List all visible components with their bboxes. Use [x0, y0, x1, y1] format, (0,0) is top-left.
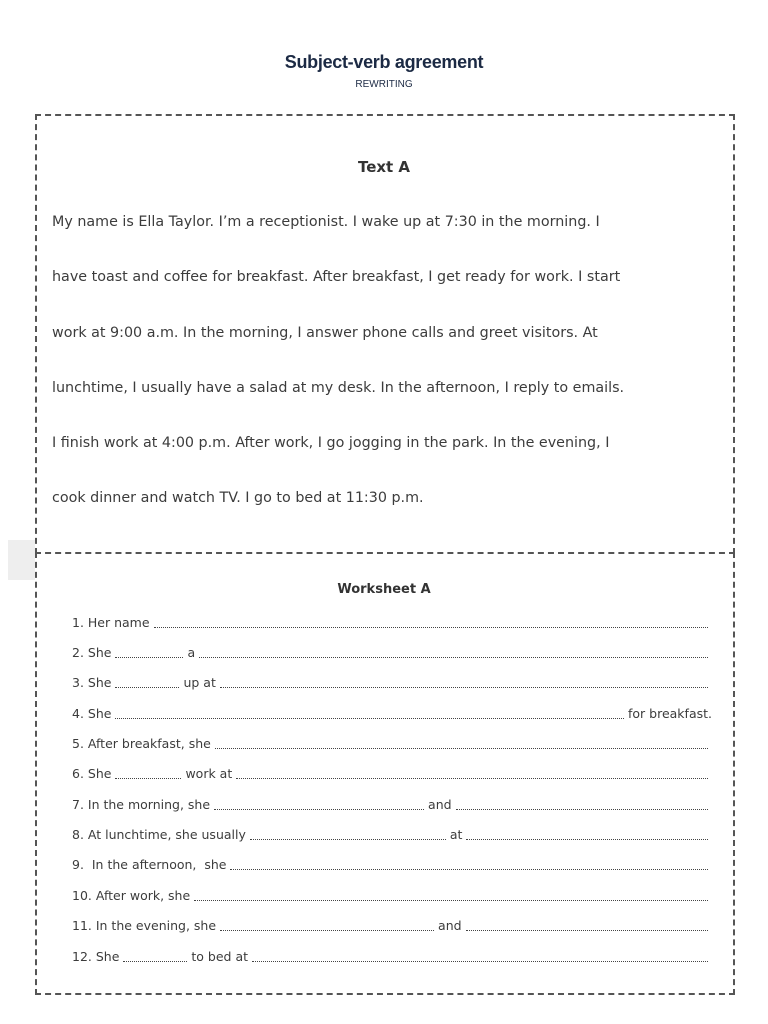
item-text: a	[187, 645, 196, 660]
item-text: 5. After breakfast, she	[72, 736, 211, 751]
worksheet-item	[72, 612, 712, 630]
item-text: 10. After work, she	[72, 888, 191, 903]
worksheet-item	[72, 672, 712, 690]
text-a-line: work at 9:00 a.m. In the morning, I answer phone calls and greet visitors. At	[52, 325, 598, 341]
worksheet-item	[72, 733, 712, 751]
worksheet-item	[72, 824, 712, 842]
answer-blank[interactable]	[115, 778, 181, 779]
answer-blank[interactable]	[123, 961, 187, 962]
worksheet-title: Worksheet A	[337, 582, 431, 597]
worksheet-item	[72, 794, 712, 812]
item-text: 12. She	[72, 949, 120, 964]
text-a-line: My name is Ella Taylor. I’m a receptionist. I wake up at 7:30 in the morning. I	[52, 214, 600, 230]
item-text: 7. In the morning, she	[72, 797, 211, 812]
item-text: work at	[185, 766, 233, 781]
answer-blank[interactable]	[199, 657, 708, 658]
item-text: 2. She	[72, 645, 112, 660]
worksheet-item	[72, 642, 712, 660]
worksheet-item	[72, 915, 712, 933]
item-text: 11. In the evening, she	[72, 918, 217, 933]
answer-blank[interactable]	[215, 748, 708, 749]
item-text: for breakfast.	[628, 706, 712, 721]
item-text: and	[438, 918, 462, 933]
answer-blank[interactable]	[220, 687, 708, 688]
worksheet-item	[72, 703, 712, 721]
worksheet-item	[72, 854, 712, 872]
answer-blank[interactable]	[250, 839, 446, 840]
item-text: 8. At lunchtime, she usually	[72, 827, 246, 842]
answer-blank[interactable]	[154, 627, 708, 628]
item-text: up at	[183, 675, 216, 690]
answer-blank[interactable]	[220, 930, 434, 931]
text-a-line: I finish work at 4:00 p.m. After work, I go jogging in the park. In the evening, I	[52, 435, 610, 451]
answer-blank[interactable]	[115, 657, 183, 658]
worksheet-item	[72, 763, 712, 781]
answer-blank[interactable]	[236, 778, 708, 779]
item-text: 9. In the afternoon, she	[72, 857, 227, 872]
answer-blank[interactable]	[252, 961, 708, 962]
text-a-line: have toast and coffee for breakfast. After breakfast, I get ready for work. I start	[52, 269, 621, 285]
side-margin-mark	[8, 540, 35, 580]
item-text: 6. She	[72, 766, 112, 781]
answer-blank[interactable]	[456, 809, 708, 810]
answer-blank[interactable]	[230, 869, 708, 870]
answer-blank[interactable]	[214, 809, 424, 810]
text-a-line: lunchtime, I usually have a salad at my desk. In the afternoon, I reply to emails.	[52, 380, 625, 396]
page-title: Subject-verb agreement	[284, 52, 484, 72]
item-text: to bed at	[191, 949, 249, 964]
item-text: and	[428, 797, 452, 812]
answer-blank[interactable]	[466, 930, 708, 931]
answer-blank[interactable]	[115, 718, 624, 719]
worksheet-item	[72, 946, 712, 964]
item-text: at	[449, 827, 463, 842]
item-text: 1. Her name	[72, 615, 150, 630]
answer-blank[interactable]	[115, 687, 179, 688]
item-text: 3. She	[72, 675, 112, 690]
answer-blank[interactable]	[194, 900, 708, 901]
worksheet-item	[72, 885, 712, 903]
text-a-title: Text A	[357, 158, 411, 176]
page-subtitle: REWRITING	[355, 79, 413, 90]
item-text: 4. She	[72, 706, 112, 721]
text-a-line: cook dinner and watch TV. I go to bed at 11:30 p.m.	[52, 490, 424, 506]
answer-blank[interactable]	[466, 839, 708, 840]
